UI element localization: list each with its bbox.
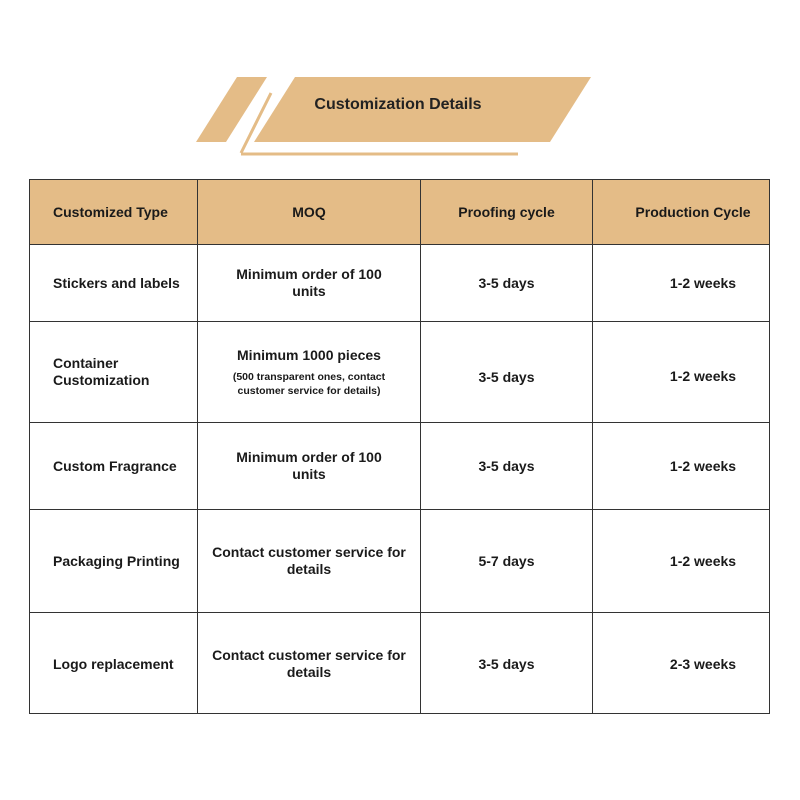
row-production [592,322,771,422]
header-proofing-cycle: Proofing cycle [420,180,592,244]
table-row [30,322,769,423]
row-production-label: 1-2 weeks [669,458,737,474]
moq-line: details [286,663,332,680]
row-production [592,613,771,714]
row-production [592,510,771,612]
row-production-label: 1-2 weeks [669,553,737,569]
row-proofing: 3-5 days [420,245,592,321]
row-moq [197,245,420,321]
header-customized-type: Customized Type [53,204,168,220]
row-type: Logo replacement [53,655,174,672]
moq-line: Minimum 1000 pieces [237,346,381,363]
row-moq [197,510,420,612]
header-production-cycle-label: Production Cycle [635,204,751,220]
moq-line: units [292,466,326,482]
row-type: Packaging Printing [53,553,180,569]
banner-decoration [0,0,800,170]
row-type: Stickers and labels [53,275,180,291]
customization-table [29,179,770,714]
row-moq [197,613,420,714]
table-row [30,510,769,613]
row-production-label: 1-2 weeks [669,368,737,384]
row-production-label: 1-2 weeks [669,275,737,291]
row-moq [197,322,420,422]
moq-line: units [292,283,326,299]
moq-note: customer service for details) [237,384,381,397]
banner-left-stripe [196,77,267,142]
moq-line: Minimum order of 100 [236,449,382,465]
moq-line: details [286,561,332,577]
header-moq: MOQ [197,180,420,244]
row-moq [197,423,420,509]
table-row [30,245,769,322]
moq-line: Contact customer service for [212,646,406,663]
table-row [30,613,769,714]
moq-line: Contact customer service for [212,544,406,560]
page-title: Customization Details [314,96,482,113]
row-proofing: 5-7 days [420,510,592,612]
table-row [30,423,769,510]
row-type: Custom Fragrance [53,458,177,474]
table-header-row [30,180,769,245]
row-proofing: 3-5 days [420,322,592,422]
row-proofing: 3-5 days [420,613,592,714]
row-type: Container Customization [53,355,150,388]
moq-note: (500 transparent ones, contact [232,370,386,383]
row-proofing: 3-5 days [420,423,592,509]
row-production [592,245,771,321]
row-production-label: 2-3 weeks [669,655,737,672]
row-production [592,423,771,509]
title-banner [0,0,800,170]
header-production-cycle [592,180,771,244]
moq-line: Minimum order of 100 [236,266,382,282]
